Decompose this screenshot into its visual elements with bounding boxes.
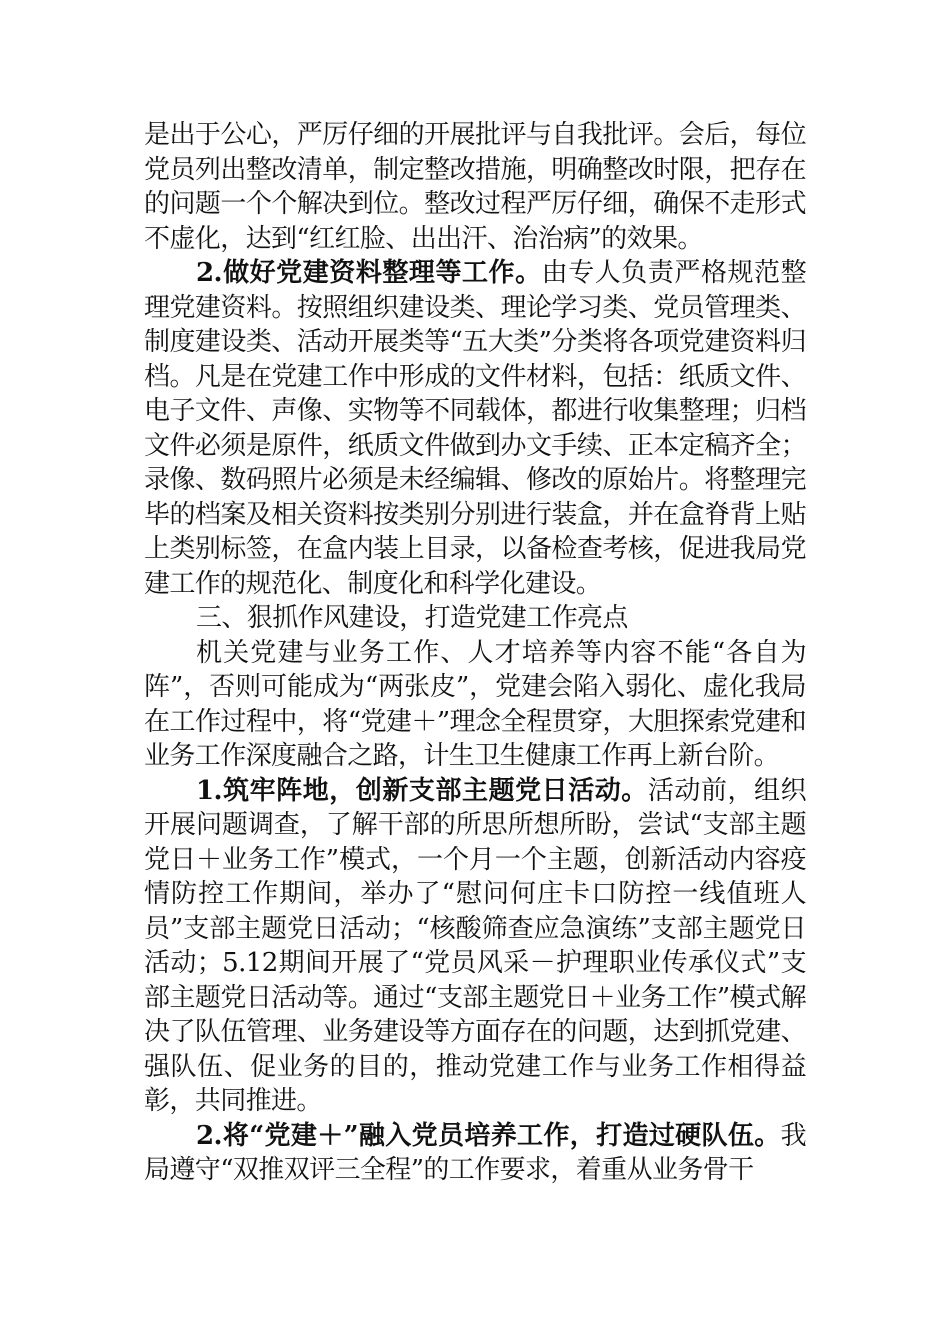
paragraph-lead: 2.将“党建＋”融入党员培养工作，打造过硬队伍。: [196, 1120, 781, 1151]
paragraph-party-records: [144, 256, 806, 601]
paragraph-lead: 2.做好党建资料整理等工作。: [196, 258, 542, 288]
paragraph-intro: [144, 636, 806, 774]
paragraph-text: 我局遵守“双推双评三全程”的工作要求，着重从业务骨干: [144, 1120, 806, 1185]
heading-text: 三、狠抓作风建设，打造党建工作亮点: [196, 603, 628, 633]
paragraph-party-training: [144, 1119, 806, 1188]
section-heading: [144, 601, 806, 636]
paragraph-continuation: [144, 118, 806, 256]
paragraph-text: 活动前，组织开展问题调查，了解干部的所思所想所盼，尝试“支部主题党日＋业务工作”模式，一个月一个主题，创新活动内容疫情防控工作期间，举办了“慰问何庄卡口防控一线值班人员”支部主题党日活动；“核酸筛查应急演练”支部主题党日活动；5.12期间开展了“党员风采－护理职业传承仪式”支部主题党日活动等。通过“支部主题党日＋业务工作”模式解决了队伍管理、业务建设等方面存在的问题，达到抓党建、强队伍、促业务的目的，推动党建工作与业务工作相得益彰，共同推进。: [144, 775, 806, 1116]
paragraph-text: 机关党建与业务工作、人才培养等内容不能“各自为阵”，否则可能成为“两张皮”，党建会陷入弱化、虚化我局在工作过程中，将“党建＋”理念全程贯穿，大胆探索党建和业务工作深度融合之路，计生卫生健康工作再上新台阶。: [144, 637, 806, 771]
paragraph-lead: 1.筑牢阵地，创新支部主题党日活动。: [196, 775, 648, 806]
document-body: [144, 118, 806, 1188]
paragraph-text: 由专人负责严格规范整理党建资料。按照组织建设类、理论学习类、党员管理类、制度建设类、活动开展类等“五大类”分类将各项党建资料归档。凡是在党建工作中形成的文件材料，包括：纸质文件、电子文件、声像、实物等不同载体，都进行收集整理；归档文件必须是原件，纸质文件做到办文手续、正本定稿齐全；录像、数码照片必须是未经编辑、修改的原始片。将整理完毕的档案及相关资料按类别分别进行装盒，并在盒脊背上贴上类别标签，在盒内装上目录，以备检查考核，促进我局党建工作的规范化、制度化和科学化建设。: [144, 258, 806, 599]
paragraph-theme-day: [144, 774, 806, 1119]
paragraph-text: 是出于公心，严厉仔细的开展批评与自我批评。会后，每位党员列出整改清单，制定整改措施，明确整改时限，把存在的问题一个个解决到位。整改过程严厉仔细，确保不走形式不虚化，达到“红红脸、出出汗、治治病”的效果。: [144, 120, 806, 254]
